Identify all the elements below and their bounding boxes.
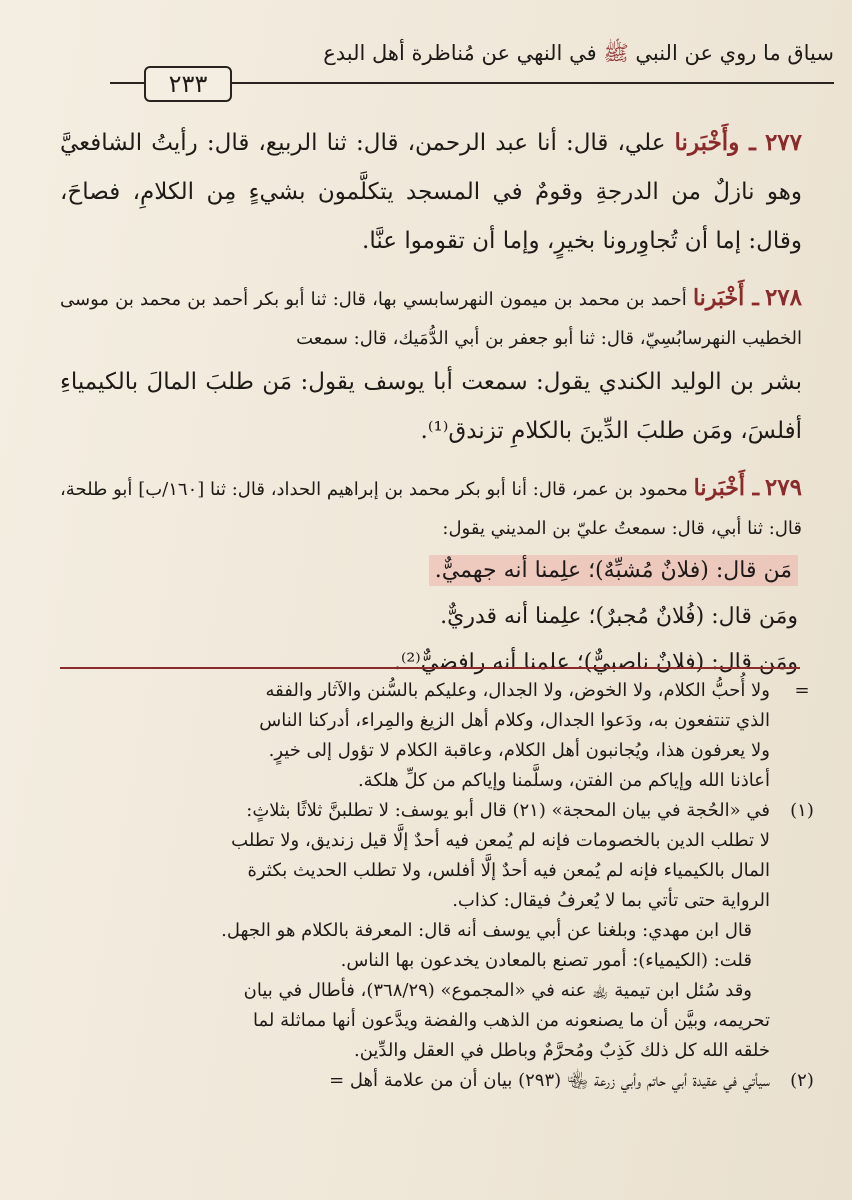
footnote-line (22, 1066, 770, 1096)
entry-number: ٢٧٧ (764, 129, 802, 156)
continuation-mark: = (329, 1070, 345, 1091)
footnotes (22, 676, 822, 1096)
entry-lead: ـ أَخْبَرنا (692, 285, 759, 311)
entry-line: علي، قال: أنا عبد الرحمن، قال: ثنا الربيع، قال: رأيتُ (151, 130, 666, 156)
entry-lead: ـ أَخْبَرنا (693, 475, 760, 501)
footnote-line: ولا يعرفون هذا، ويُجانبون أهل الكلام، وعاقبة الكلام لا تؤول إلى خيرٍ. (268, 740, 770, 761)
footnote-line: أعاذنا الله وإياكم من الفتن، وسلَّمنا وإياكم من كلِّ هلكة. (357, 770, 770, 791)
footnote-line: تحريمه، وبيَّن أن ما يصنعونه من الذهب والفضة ويدَّعون أنها مماثلة لما (253, 1010, 770, 1031)
title-part-1: سياق ما روي عن النبي (635, 41, 834, 65)
entry-line: ثنا [١٦٠/ب] أبو طلحة، قال: ثنا أبي، قال: سمعتُ عليّ بن المديني يقول: (60, 479, 802, 539)
footnote-text: سيأتي في عقيدة أبي حاتم وأبي زرعة ﵄ (٢٩٣) بيان أن من علامة أهل (349, 1070, 770, 1091)
footnote-1 (22, 796, 822, 1066)
entry-number: ٢٧٨ (764, 284, 802, 311)
entry-line: أحمد بن محمد بن ميمون النهرسابسي بها، قال: ثنا أبو بكر أحمد بن (187, 289, 687, 310)
entry-line: الشافعيَّ وهو نازلٌ من الدرجةِ وقومٌ في المسجد يتكلَّمون بشيءٍ مِن (60, 130, 803, 205)
quote-line (60, 548, 802, 594)
entry-line: الكلامِ، فصاحَ، وقال: إما أن تُجاوِرونا بخيرٍ، وإما أن تقوموا عنَّا. (60, 179, 802, 254)
footnote-line: في «الحُجة في بيان المحجة» (٢١) قال أبو يوسف: لا تطلبنَّ ثلاثًا بثلاثٍ: (246, 800, 770, 821)
entry-278 (60, 278, 802, 358)
salawat-glyph: ﷺ (603, 41, 629, 65)
entry-lead: ـ وأَخْبَرنا (674, 129, 756, 156)
footnote-separator (60, 667, 800, 669)
footnote-marker: (٢) (790, 1070, 814, 1091)
footnote-line: الرواية حتى تأتي بما لا يُعرفُ فيقال: كذاب. (452, 890, 770, 911)
entry-line: بالكيمياءِ أفلسَ، ومَن طلبَ الدِّينَ بالكلامِ تزندق⁽¹⁾. (60, 369, 802, 444)
footnote-line: الذي تنتفعون به، ودَعوا الجدال، وكلام أهل الزيغ والمِراء، أدركنا الناس (259, 710, 770, 731)
entry-number: ٢٧٩ (764, 474, 802, 501)
entry-line: محمود بن عمر، قال: أنا أبو بكر محمد بن إبراهيم الحداد، قال: (231, 479, 688, 500)
running-title (323, 40, 834, 71)
footnote-line: لا تطلب الدين بالخصومات فإنه لم يُمعن فيه أحدٌ إلَّا قيل زنديق، ولا تطلب (231, 830, 770, 851)
page-header (110, 38, 834, 100)
title-part-2: في النهي عن مُناظرة أهل البدع (323, 41, 597, 65)
footnote-continuation (22, 676, 822, 796)
continuation-mark: = (794, 680, 810, 701)
highlighted-quote: مَن قال: (فلانٌ مُشبِّهٌ)؛ علِمنا أنه جهميٌّ. (429, 555, 798, 586)
footnote-line: قال ابن مهدي: وبلغنا عن أبي يوسف أنه قال: المعرفة بالكلام هو الجهل. (221, 920, 752, 941)
entry-line: محمد بن موسى الخطيب النهرسابُسِيّ، قال: ثنا أبو جعفر بن أبي الدُّمَيك، قال: سمعت (60, 289, 802, 349)
footnote-line: ولا أُحبُّ الكلام، ولا الخوض، ولا الجدال، وعليكم بالسُّنن والآثار والفقه (265, 680, 770, 701)
footnote-line: المال بالكيمياء فإنه لم يُمعن فيه أحدٌ إلَّا أفلس، ولا تطلب الحديث بكثرة (247, 860, 770, 881)
quote-line: ومَن قال: (فُلانٌ مُجبرٌ)؛ علِمنا أنه قدريٌّ. (440, 604, 798, 629)
main-text (60, 118, 802, 686)
footnote-line: خلقه الله كل ذلك كَذِبٌ ومُحرَّمٌ وباطل في العقل والدِّين. (353, 1040, 770, 1061)
entry-279 (60, 468, 802, 548)
page-number: ٢٣٣ (144, 66, 232, 102)
entry-278-quote (60, 358, 802, 456)
quote-line: ومَن قال: (فلانٌ ناصبيٌّ)؛ علمنا أنه رافضيٌّ⁽²⁾. (394, 650, 798, 675)
entry-line: بشر بن الوليد الكندي يقول: سمعت أبا يوسف يقول: مَن طلبَ المالَ (146, 369, 802, 395)
footnote-2 (22, 1066, 822, 1096)
footnote-line: قلت: (الكيمياء): أمور تصنع بالمعادن يخدعون بها الناس. (340, 950, 752, 971)
entry-277 (60, 118, 802, 266)
footnote-marker: (١) (790, 800, 814, 821)
footnote-line: وقد سُئل ابن تيمية ﵀ عنه في «المجموع» (٣٦٨/٢٩)، فأطال في بيان (243, 980, 752, 1001)
